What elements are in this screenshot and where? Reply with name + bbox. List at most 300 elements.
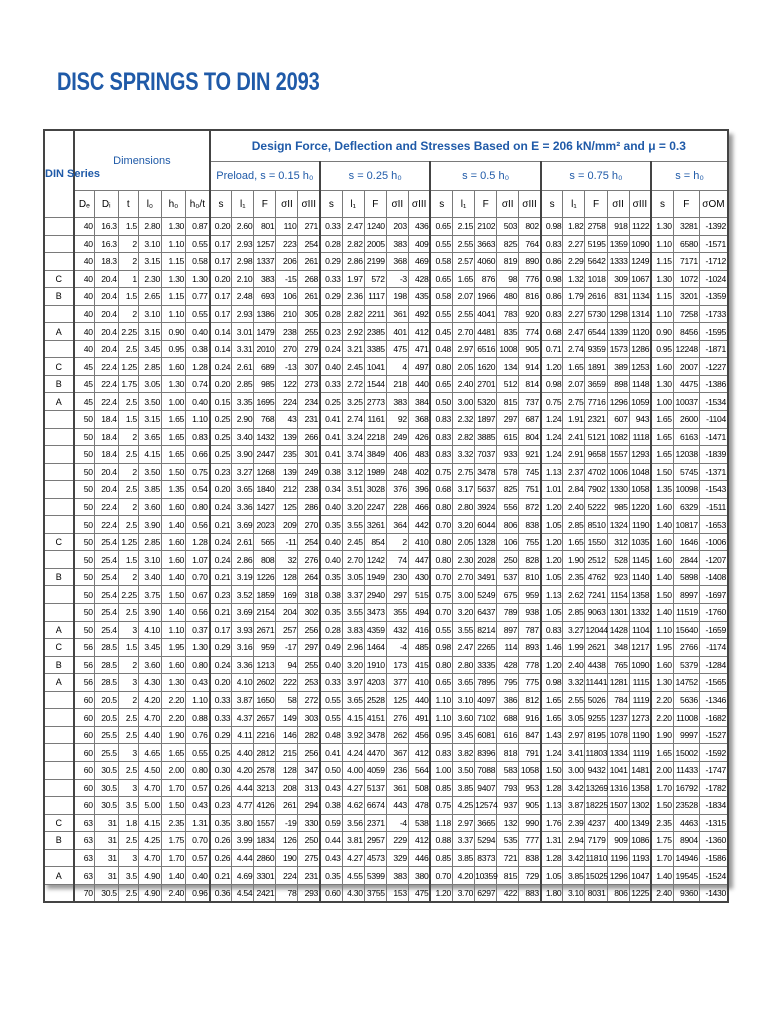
table-cell: 1.65: [651, 446, 673, 464]
table-cell: 693: [254, 288, 276, 306]
column-header: s: [541, 191, 563, 218]
table-cell: 497: [408, 358, 430, 376]
table-cell: 0.76: [186, 726, 210, 744]
table-row: [44, 375, 728, 393]
table-cell: 18.3: [94, 253, 118, 271]
table-cell: 2.75: [453, 463, 475, 481]
column-header: σII: [386, 191, 408, 218]
table-cell: 3.82: [453, 744, 475, 762]
table-cell: 0.25: [210, 744, 232, 762]
series-cell: A: [44, 621, 74, 639]
table-cell: 1349: [629, 814, 651, 832]
series-cell: [44, 253, 74, 271]
table-cell: 3.97: [342, 674, 364, 692]
table-cell: 218: [386, 375, 408, 393]
table-row: [44, 446, 728, 464]
table-cell: -1760: [699, 604, 728, 622]
table-row: [44, 498, 728, 516]
table-cell: 1.50: [541, 761, 563, 779]
table-cell: 2528: [364, 691, 386, 709]
series-cell: [44, 779, 74, 797]
table-cell: 2: [118, 691, 138, 709]
table-cell: 7258: [673, 305, 699, 323]
table-cell: -1682: [699, 709, 728, 727]
table-cell: 204: [276, 604, 298, 622]
table-cell: 1.40: [651, 516, 673, 534]
table-cell: 835: [497, 323, 519, 341]
table-cell: 795: [497, 674, 519, 692]
table-cell: 125: [386, 691, 408, 709]
table-cell: 3.74: [342, 446, 364, 464]
table-cell: 329: [386, 849, 408, 867]
table-cell: 383: [386, 867, 408, 885]
table-cell: 2.86: [342, 253, 364, 271]
table-cell: 0.34: [320, 481, 342, 499]
table-cell: 361: [386, 779, 408, 797]
table-cell: 0.83: [430, 744, 452, 762]
table-cell: 2.82: [342, 235, 364, 253]
table-cell: 3.20: [342, 498, 364, 516]
table-cell: 2.20: [651, 709, 673, 727]
table-cell: 0.40: [320, 656, 342, 674]
table-cell: 0.14: [210, 323, 232, 341]
table-cell: 2.40: [563, 656, 585, 674]
table-cell: 4481: [475, 323, 497, 341]
table-cell: 2.85: [138, 358, 161, 376]
table-cell: 0.28: [320, 235, 342, 253]
table-cell: 3.83: [342, 621, 364, 639]
table-cell: 0.60: [320, 884, 342, 902]
table-cell: 0.17: [210, 621, 232, 639]
table-cell: 2.74: [563, 340, 585, 358]
table-cell: 3.15: [138, 323, 161, 341]
table-cell: 0.83: [186, 428, 210, 446]
table-row: [44, 867, 728, 885]
table-cell: 347: [298, 761, 320, 779]
table-row: [44, 884, 728, 902]
table-cell: 60: [74, 726, 94, 744]
table-cell: 106: [497, 533, 519, 551]
table-cell: -1408: [699, 568, 728, 586]
table-cell: 825: [497, 235, 519, 253]
table-cell: 9432: [585, 761, 607, 779]
table-cell: 872: [519, 498, 541, 516]
table-cell: 313: [298, 779, 320, 797]
table-cell: 2657: [254, 709, 276, 727]
table-row: [44, 568, 728, 586]
table-cell: 1.05: [541, 516, 563, 534]
table-cell: 1.40: [161, 604, 185, 622]
table-cell: 426: [408, 428, 430, 446]
table-cell: 40: [74, 323, 94, 341]
table-cell: 3755: [364, 884, 386, 902]
table-cell: -1653: [699, 516, 728, 534]
table-cell: 0.35: [320, 568, 342, 586]
table-cell: 1.30: [651, 674, 673, 692]
table-cell: 1339: [607, 323, 629, 341]
table-cell: 812: [519, 691, 541, 709]
table-cell: 0.65: [430, 674, 452, 692]
table-cell: 4702: [585, 463, 607, 481]
table-cell: 3.5: [118, 867, 138, 885]
table-cell: 3.10: [563, 884, 585, 902]
table-cell: 2: [118, 498, 138, 516]
table-cell: 25.4: [94, 568, 118, 586]
series-cell: C: [44, 358, 74, 376]
table-cell: 1.10: [430, 691, 452, 709]
series-cell: A: [44, 674, 74, 692]
table-cell: 3301: [254, 867, 276, 885]
table-cell: 0.23: [320, 323, 342, 341]
table-cell: 2.45: [342, 358, 364, 376]
table-cell: 2.20: [161, 691, 185, 709]
table-cell: 400: [607, 814, 629, 832]
table-cell: 31: [94, 832, 118, 850]
table-cell: 1018: [585, 270, 607, 288]
table-cell: 1059: [629, 393, 651, 411]
table-cell: 0.45: [430, 323, 452, 341]
table-cell: 3.05: [342, 568, 364, 586]
series-cell: [44, 446, 74, 464]
table-cell: 3.65: [453, 674, 475, 692]
table-cell: 0.98: [541, 270, 563, 288]
table-cell: 125: [276, 498, 298, 516]
table-cell: 14752: [673, 674, 699, 692]
table-cell: 1650: [254, 691, 276, 709]
table-cell: 0.90: [651, 323, 673, 341]
table-cell: 3.20: [342, 656, 364, 674]
table-cell: 4.70: [138, 849, 161, 867]
table-cell: 273: [298, 375, 320, 393]
table-cell: 4470: [364, 744, 386, 762]
table-cell: 0.23: [210, 586, 232, 604]
table-cell: 40: [74, 305, 94, 323]
table-cell: 3.36: [232, 498, 254, 516]
series-cell: C: [44, 533, 74, 551]
table-cell: 2.74: [342, 411, 364, 429]
table-cell: 4573: [364, 849, 386, 867]
table-cell: 40: [74, 253, 94, 271]
table-cell: -4: [386, 814, 408, 832]
table-cell: 2.00: [651, 761, 673, 779]
table-cell: 905: [519, 797, 541, 815]
table-cell: 25.4: [94, 586, 118, 604]
table-cell: 3.32: [453, 446, 475, 464]
table-cell: 0.96: [186, 884, 210, 902]
table-cell: 4097: [475, 691, 497, 709]
table-cell: 2621: [585, 639, 607, 657]
table-row: [44, 726, 728, 744]
table-cell: 1.20: [430, 884, 452, 902]
table-cell: 4.20: [453, 867, 475, 885]
table-cell: 8396: [475, 744, 497, 762]
table-cell: 4: [386, 358, 408, 376]
table-cell: 3.17: [453, 481, 475, 499]
table-cell: 40: [74, 218, 94, 236]
table-cell: 1.30: [186, 639, 210, 657]
table-cell: 0.17: [210, 305, 232, 323]
table-cell: 224: [276, 867, 298, 885]
table-cell: 0.83: [430, 446, 452, 464]
table-cell: 1.05: [541, 604, 563, 622]
table-cell: 9658: [585, 446, 607, 464]
table-cell: 0.80: [430, 498, 452, 516]
table-cell: 3473: [364, 604, 386, 622]
table-cell: 815: [497, 867, 519, 885]
table-cell: 1148: [629, 375, 651, 393]
table-cell: 0.58: [186, 253, 210, 271]
series-cell: B: [44, 832, 74, 850]
table-cell: 3.5: [118, 797, 138, 815]
table-cell: 0.66: [186, 446, 210, 464]
table-cell: 2512: [585, 551, 607, 569]
table-cell: 383: [386, 393, 408, 411]
table-cell: 2.61: [232, 533, 254, 551]
table-cell: 4.15: [342, 709, 364, 727]
table-cell: 1.28: [186, 533, 210, 551]
column-header: s: [210, 191, 232, 218]
table-cell: 3.56: [342, 814, 364, 832]
table-cell: 4.15: [138, 814, 161, 832]
table-cell: 3.10: [138, 235, 161, 253]
table-cell: 1432: [254, 428, 276, 446]
table-cell: 1557: [254, 814, 276, 832]
table-cell: 0.58: [430, 288, 452, 306]
table-row: [44, 832, 728, 850]
table-cell: 0.24: [210, 358, 232, 376]
table-cell: 1.75: [118, 375, 138, 393]
table-cell: 1.8: [118, 814, 138, 832]
table-cell: 1.60: [651, 498, 673, 516]
table-cell: 0.20: [210, 674, 232, 692]
table-cell: 3.55: [453, 621, 475, 639]
table-cell: 4237: [585, 814, 607, 832]
table-row: [44, 270, 728, 288]
design-force-header: Design Force, Deflection and Stresses Based on E = 206 kN/mm² and μ = 0.3: [210, 130, 728, 162]
table-cell: 30.5: [94, 884, 118, 902]
table-cell: 70: [74, 884, 94, 902]
table-cell: 0.26: [210, 832, 232, 850]
table-cell: 1966: [475, 288, 497, 306]
table-cell: 4.65: [138, 744, 161, 762]
table-cell: 2940: [364, 586, 386, 604]
table-cell: 286: [298, 498, 320, 516]
table-cell: 12038: [673, 446, 699, 464]
table-cell: 12248: [673, 340, 699, 358]
table-cell: 1145: [629, 551, 651, 569]
table-cell: 1550: [585, 533, 607, 551]
table-cell: 1.32: [563, 270, 585, 288]
table-cell: 1.10: [651, 235, 673, 253]
table-cell: 876: [475, 270, 497, 288]
table-cell: 1.15: [161, 288, 185, 306]
table-cell: 2.5: [118, 340, 138, 358]
table-cell: 1.28: [186, 358, 210, 376]
series-cell: [44, 340, 74, 358]
table-cell: 737: [519, 393, 541, 411]
table-cell: 238: [298, 481, 320, 499]
table-cell: 2.20: [161, 709, 185, 727]
table-cell: 1.65: [161, 446, 185, 464]
series-cell: [44, 761, 74, 779]
table-cell: 1.65: [651, 428, 673, 446]
table-cell: 0.98: [541, 674, 563, 692]
column-header: h₀: [161, 191, 185, 218]
table-cell: 2.98: [232, 253, 254, 271]
table-cell: 1834: [254, 832, 276, 850]
table-cell: 4.40: [232, 744, 254, 762]
table-cell: 3213: [254, 779, 276, 797]
table-cell: 2773: [364, 393, 386, 411]
table-header: [44, 130, 728, 218]
table-cell: 2.61: [232, 358, 254, 376]
table-cell: 261: [276, 797, 298, 815]
table-cell: -1360: [699, 832, 728, 850]
table-row: [44, 533, 728, 551]
table-cell: 22.4: [94, 358, 118, 376]
table-cell: 1.5: [118, 551, 138, 569]
table-cell: 810: [519, 568, 541, 586]
table-cell: 443: [386, 797, 408, 815]
table-cell: 272: [298, 691, 320, 709]
table-cell: 422: [497, 884, 519, 902]
table-cell: 3.85: [453, 849, 475, 867]
table-cell: 3.50: [453, 761, 475, 779]
table-cell: 0.37: [186, 621, 210, 639]
table-cell: 1242: [364, 551, 386, 569]
table-cell: 0.33: [320, 674, 342, 692]
table-cell: 688: [497, 709, 519, 727]
table-cell: 528: [607, 551, 629, 569]
table-cell: 4151: [364, 709, 386, 727]
table-cell: -1104: [699, 411, 728, 429]
table-cell: 1161: [364, 411, 386, 429]
table-cell: 816: [519, 288, 541, 306]
table-row: [44, 674, 728, 692]
column-header: σIII: [298, 191, 320, 218]
table-cell: 1117: [364, 288, 386, 306]
table-cell: 6580: [673, 235, 699, 253]
table-cell: 3.01: [232, 323, 254, 341]
table-cell: 0.83: [430, 411, 452, 429]
table-cell: 1.65: [651, 744, 673, 762]
table-cell: 2.25: [118, 323, 138, 341]
table-cell: -1392: [699, 218, 728, 236]
table-cell: 3.00: [563, 761, 585, 779]
table-cell: 784: [607, 691, 629, 709]
table-cell: 2.82: [342, 305, 364, 323]
table-cell: 2.62: [563, 586, 585, 604]
table-cell: 3.75: [138, 586, 161, 604]
series-cell: B: [44, 568, 74, 586]
column-header: σII: [276, 191, 298, 218]
table-cell: 402: [408, 463, 430, 481]
table-cell: 268: [298, 270, 320, 288]
table-cell: 1213: [254, 656, 276, 674]
table-cell: 134: [497, 358, 519, 376]
table-body: [44, 218, 728, 903]
table-cell: 264: [298, 568, 320, 586]
table-cell: 294: [298, 797, 320, 815]
table-cell: 0.85: [430, 849, 452, 867]
table-cell: 556: [497, 498, 519, 516]
table-row: [44, 516, 728, 534]
table-cell: 847: [519, 726, 541, 744]
table-cell: 943: [629, 411, 651, 429]
table-cell: 1.70: [161, 779, 185, 797]
table-cell: 249: [386, 428, 408, 446]
table-cell: 1293: [629, 446, 651, 464]
table-row: [44, 551, 728, 569]
table-cell: 1041: [364, 358, 386, 376]
table-cell: 7088: [475, 761, 497, 779]
table-cell: 3: [118, 849, 138, 867]
table-cell: 3.00: [453, 393, 475, 411]
table-cell: 2102: [475, 218, 497, 236]
table-cell: 755: [519, 533, 541, 551]
table-cell: 250: [298, 832, 320, 850]
table-cell: 1.97: [342, 270, 364, 288]
table-cell: 3.32: [563, 674, 585, 692]
table-cell: 0.17: [210, 235, 232, 253]
table-cell: 3.45: [138, 340, 161, 358]
table-cell: 1253: [629, 358, 651, 376]
table-cell: 2.5: [118, 709, 138, 727]
table-cell: 3.45: [453, 726, 475, 744]
table-cell: 235: [276, 446, 298, 464]
table-cell: 1314: [629, 305, 651, 323]
series-cell: A: [44, 323, 74, 341]
table-cell: 0.83: [430, 428, 452, 446]
table-cell: 0.55: [186, 744, 210, 762]
table-cell: 583: [497, 761, 519, 779]
table-cell: 2.85: [563, 516, 585, 534]
table-cell: 923: [607, 568, 629, 586]
table-cell: 3385: [364, 340, 386, 358]
table-cell: 23528: [673, 797, 699, 815]
table-cell: 255: [298, 323, 320, 341]
table-cell: 1249: [629, 253, 651, 271]
table-cell: 3.27: [232, 463, 254, 481]
table-cell: 50: [74, 586, 94, 604]
table-cell: 3.40: [232, 428, 254, 446]
column-header: Dₑ: [74, 191, 94, 218]
table-cell: 318: [298, 586, 320, 604]
table-cell: 169: [276, 586, 298, 604]
column-header: l₁: [342, 191, 364, 218]
table-cell: 4.20: [138, 691, 161, 709]
table-cell: 63: [74, 814, 94, 832]
table-cell: 1.75: [651, 832, 673, 850]
table-cell: 122: [276, 375, 298, 393]
table-row: [44, 709, 728, 727]
table-cell: 7241: [585, 586, 607, 604]
table-cell: 1.50: [161, 463, 185, 481]
table-cell: 2218: [364, 428, 386, 446]
table-cell: 508: [408, 779, 430, 797]
table-cell: 270: [276, 340, 298, 358]
table-cell: 380: [408, 867, 430, 885]
table-cell: 793: [497, 779, 519, 797]
table-cell: 203: [386, 218, 408, 236]
table-cell: 938: [519, 604, 541, 622]
table-cell: 2766: [673, 639, 699, 657]
table-cell: 0.56: [186, 516, 210, 534]
table-cell: 5.00: [138, 797, 161, 815]
series-cell: [44, 235, 74, 253]
table-cell: 0.40: [320, 551, 342, 569]
table-cell: 777: [519, 832, 541, 850]
